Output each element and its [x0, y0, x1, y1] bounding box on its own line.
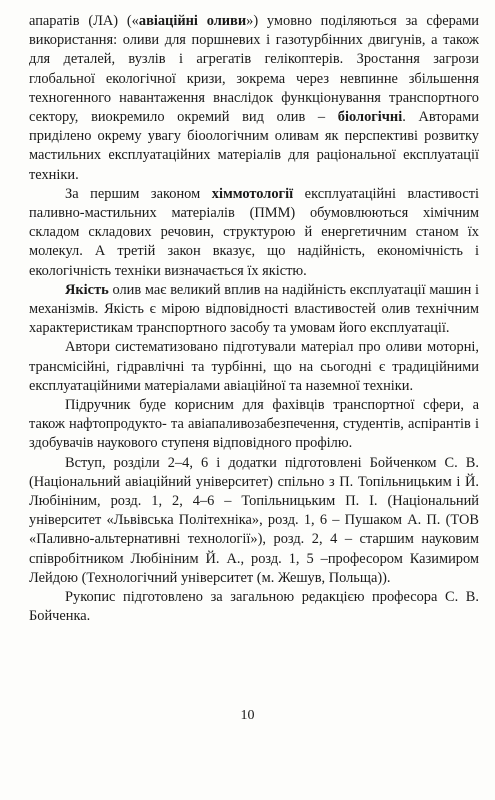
- paragraph-6: Вступ, розділи 2–4, 6 і додатки підготовлені Бойченком С. В. (Національний авіаційний університет) спільно з П. Топільницьким і Й. Любініним, розд. 1, 2, 4–6 – Топільницьким П. І. (Національний університет «Львівська Політехніка», розд. 1, 6 – Пушаком А. П. (ТОВ «Паливно-альтернативні технології»), розд. 2, 4 – старшим науковим співробітником Любініним Й. А., розд. 1, 5 –професором Казимиром Лейдою (Технологічний університет (м. Жешув, Польща)).: [29, 454, 479, 586]
- paragraph-7: Рукопис підготовлено за загальною редакцією професора С. В. Бойченка.: [29, 589, 479, 625]
- paragraph-2: За першим законом хіммотології експлуатаційні властивості паливно-мастильних матеріалів (ПММ) обумовлюються хімічним складом складових речовин, структурою й енергетичним станом їх молекул. А третій закон вказує, що надійність, економічність і екологічність техніки визначається їх якістю.: [29, 185, 479, 279]
- paragraph-4: Автори систематизовано підготували матеріал про оливи моторні, трансмісійні, гідравлічні та турбінні, що на сьогодні є традиційними експлуатаційними матеріалами авіаційної та наземної техніки.: [29, 339, 479, 394]
- body-text: [29, 12, 479, 627]
- page-number: 10: [240, 708, 255, 723]
- paragraph-5: Підручник буде корисним для фахівців транспортної сфери, а також нафтопродукто- та авіапаливозабезпечення, студентів, аспірантів і здобувачів наукового ступеня відповідного профілю.: [29, 397, 479, 452]
- paragraph-1: апаратів (ЛА) («авіаційні оливи») умовно поділяються за сферами використання: оливи для поршневих і газотурбінних двигунів, а також для деталей, вузлів і агрегатів гелікоптерів. Зростання загрози глобальної екологічної кризи, зокрема через невпинне збільшення техногенного навантаження внаслідок функціонування транспортного сектору, виокремило окремий вид олив – біологічні. Авторами приділено окрему увагу біоологічним оливам як перспективі розвитку мастильних експлуатаційних матеріалів для раціональної експлуатації техніки.: [29, 13, 480, 183]
- paragraph-3: Якість олив має великий вплив на надійність експлуатації машин і механізмів. Якість є мірою відповідності властивостей олив технічним характеристикам транспортного засобу та умовам його експлуатації.: [29, 281, 479, 337]
